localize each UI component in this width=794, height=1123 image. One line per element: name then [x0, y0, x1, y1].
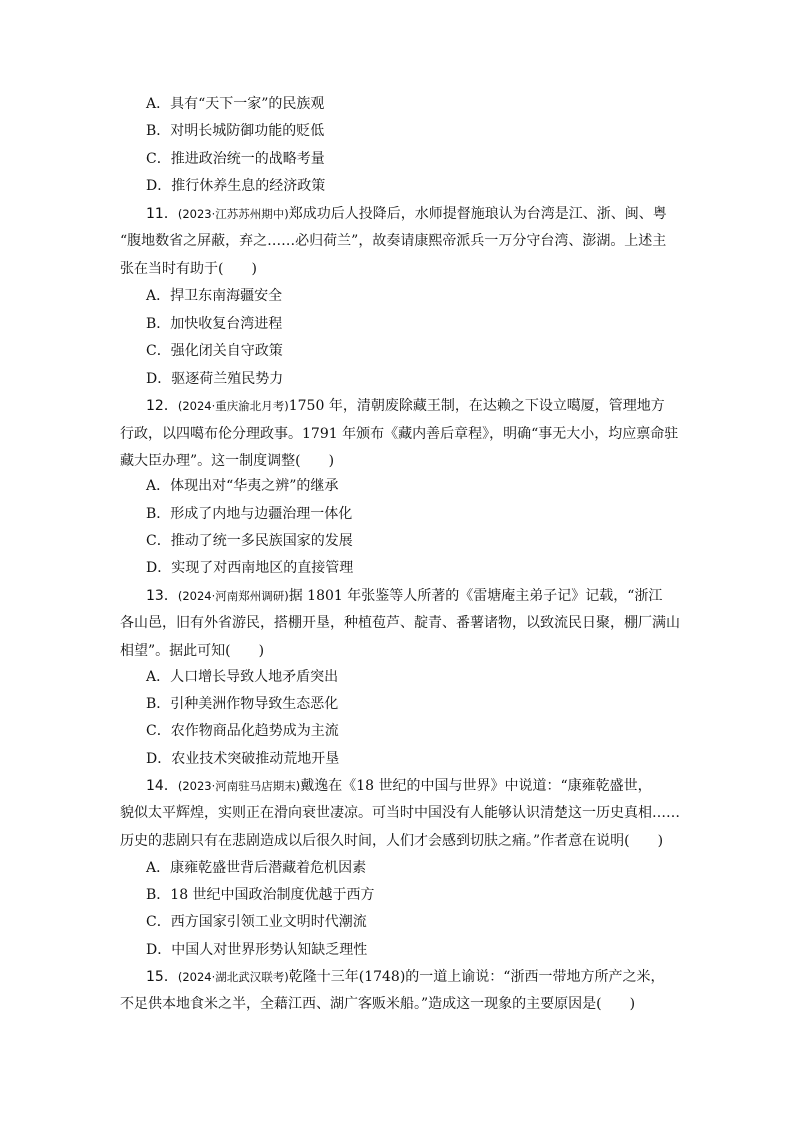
q10-option-d: D．推行休养生息的经济政策 — [146, 178, 326, 194]
q12-stem-line-1 — [146, 396, 665, 416]
q12-stem-line-2: 行政，以四噶布伦分理政事。1791 年颁布《藏内善后章程》，明确“事无大小，均应禀命驻 — [120, 426, 679, 442]
q13-option-a: A．人口增长导致人地矛盾突出 — [146, 669, 339, 685]
q12-text: 1750 年，清朝废除藏王制，在达赖之下设立噶厦，管理地方 — [288, 398, 665, 414]
q14-option-c: C．西方国家引领工业文明时代潮流 — [146, 914, 367, 930]
q11-option-c: C．强化闭关自守政策 — [146, 343, 283, 359]
q14-source: (2023·河南驻马店期末) — [177, 779, 301, 793]
q14-number: 14． — [146, 778, 178, 794]
q15-source: (2024·湖北武汉联考) — [177, 970, 289, 984]
q11-option-b: B．加快收复台湾进程 — [146, 316, 283, 332]
q13-number: 13． — [146, 588, 178, 604]
q15-number: 15． — [146, 969, 178, 985]
q12-option-b: B．形成了内地与边疆治理一体化 — [146, 506, 353, 522]
q15-text: 乾隆十三年(1748)的一道上谕说：“浙西一带地方所产之米， — [288, 969, 665, 985]
q14-option-b: B．18 世纪中国政治制度优越于西方 — [146, 887, 375, 903]
q11-option-a: A．捍卫东南海疆安全 — [146, 288, 283, 304]
q15-stem-line-1 — [146, 967, 664, 987]
q13-text: 据 1801 年张鉴等人所著的《雷塘庵主弟子记》记载，“浙江 — [288, 588, 663, 604]
q11-source: (2023·江苏苏州期中) — [177, 207, 289, 221]
q11-number: 11． — [146, 206, 178, 222]
q11-stem-line-3: 张在当时有助于( ) — [120, 261, 257, 277]
q11-text: 郑成功后人投降后，水师提督施琅认为台湾是江、浙、闽、粤 — [288, 206, 667, 222]
q13-option-d: D．农业技术突破推动荒地开垦 — [146, 751, 340, 767]
q11-stem-line-2: “腹地数省之屏蔽，弃之……必归荷兰”，故奏请康熙帝派兵一万分守台湾、澎湖。上述主 — [120, 233, 667, 249]
q11-stem-line-1 — [146, 204, 667, 224]
q12-stem-line-3: 藏大臣办理”。这一制度调整( ) — [120, 453, 335, 469]
q13-stem-line-2: 各山邑，旧有外省游民，搭棚开垦，种植苞芦、靛青、番薯诸物，以致流民日聚，棚厂满山 — [120, 615, 680, 631]
q14-stem-line-1 — [146, 776, 652, 796]
q10-option-a: A．具有“天下一家”的民族观 — [146, 96, 325, 112]
q14-text: 戴逸在《18 世纪的中国与世界》中说道：“康雍乾盛世， — [300, 778, 652, 794]
q12-source: (2024·重庆渝北月考) — [177, 399, 289, 413]
q14-option-a: A．康雍乾盛世背后潜藏着危机因素 — [146, 860, 367, 876]
q12-option-c: C．推动了统一多民族国家的发展 — [146, 533, 353, 549]
q14-stem-line-3: 历史的悲剧只有在悲剧造成以后很久时间，人们才会感到切肤之痛。”作者意在说明( ) — [120, 833, 664, 849]
q13-stem-line-3: 相望”。据此可知( ) — [120, 643, 265, 659]
q10-option-b: B．对明长城防御功能的贬低 — [146, 123, 325, 139]
q12-option-d: D．实现了对西南地区的直接管理 — [146, 560, 354, 576]
q14-option-d: D．中国人对世界形势认知缺乏理性 — [146, 942, 368, 958]
q10-option-c: C．推进政治统一的战略考量 — [146, 151, 325, 167]
q14-stem-line-2: 貌似太平辉煌，实则正在滑向衰世凄凉。可当时中国没有人能够认识清楚这一历史真相…… — [120, 805, 680, 821]
q15-stem-line-2: 不足供本地食米之半，全藉江西、湖广客贩米船。”造成这一现象的主要原因是( ) — [120, 996, 636, 1012]
q13-stem-line-1 — [146, 586, 662, 606]
q13-source: (2024·河南郑州调研) — [177, 589, 289, 603]
q12-number: 12． — [146, 398, 178, 414]
q11-option-d: D．驱逐荷兰殖民势力 — [146, 371, 284, 387]
q13-option-b: B．引种美洲作物导致生态恶化 — [146, 696, 339, 712]
q12-option-a: A．体现出对“华夷之辨”的继承 — [146, 478, 339, 494]
q13-option-c: C．农作物商品化趋势成为主流 — [146, 723, 339, 739]
